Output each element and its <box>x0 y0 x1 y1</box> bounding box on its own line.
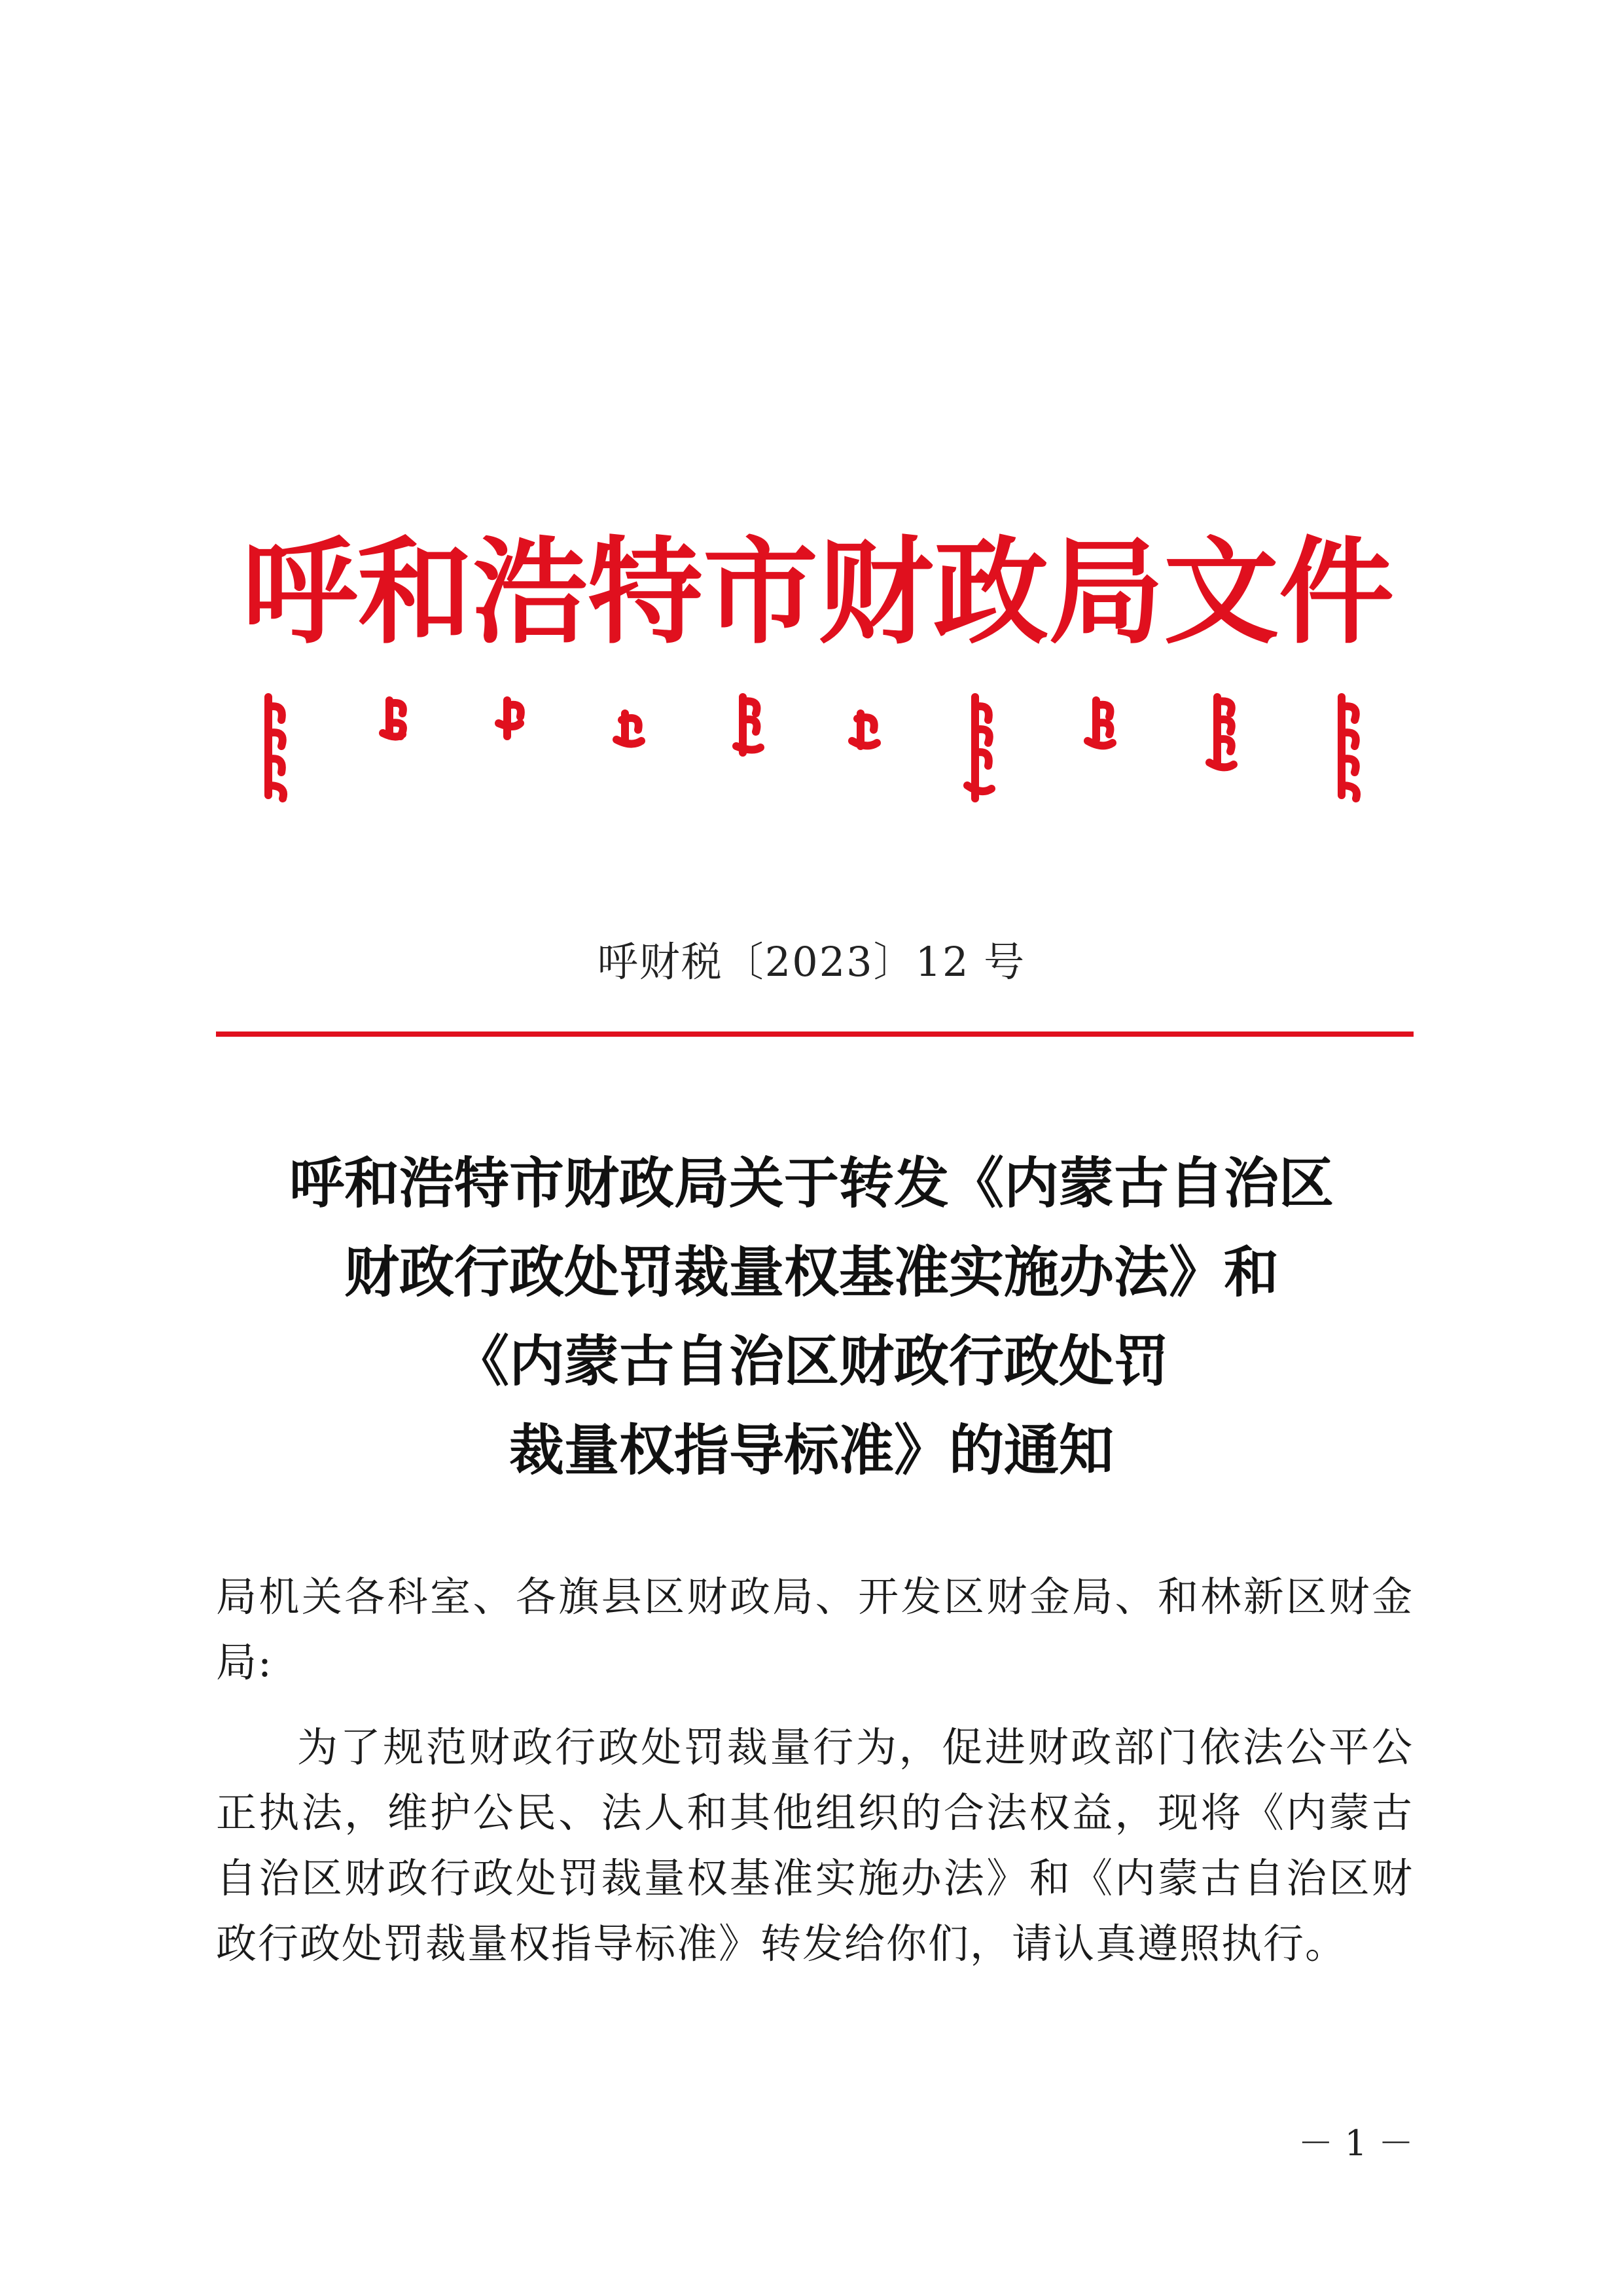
masthead-char: 市 <box>703 524 819 660</box>
recipient-line: 局机关各科室、各旗县区财政局、开发区财金局、和林新区财金局: <box>216 1573 1414 1686</box>
body-paragraph: 为了规范财政行政处罚裁量行为，促进财政部门依法公平公正执法，维护公民、法人和其他组织的合法权益，现将《内蒙古自治区财政行政处罚裁量权基准实施办法》和《内蒙古自治区财政行政处罚裁量权指导标准》转发给你们，请认真遵照执行。 <box>216 1723 1414 1967</box>
title-line: 《内蒙古自治区财政行政处罚 <box>454 1329 1169 1393</box>
masthead-char: 呼 <box>242 524 358 660</box>
masthead-char: 局 <box>1048 524 1164 660</box>
masthead-char: 财 <box>818 524 934 660</box>
masthead-char: 浩 <box>473 524 588 660</box>
document-number: 呼财税〔2023〕12 号 <box>597 938 1026 986</box>
masthead-char: 和 <box>357 524 473 660</box>
masthead-char: 特 <box>588 524 704 660</box>
masthead-char: 政 <box>933 524 1049 660</box>
masthead-title <box>242 524 1394 661</box>
red-divider-line <box>216 1031 1414 1037</box>
page-number: － 1 － <box>1298 2123 1414 2164</box>
title-line: 裁量权指导标准》的通知 <box>508 1418 1114 1482</box>
title-line: 财政行政处罚裁量权基准实施办法》和 <box>344 1240 1279 1304</box>
title-line: 呼和浩特市财政局关于转发《内蒙古自治区 <box>289 1151 1334 1215</box>
mongolian-script-graphic <box>255 687 1374 812</box>
mongolian-masthead <box>255 687 1374 812</box>
masthead-char: 文 <box>1164 524 1279 660</box>
document-title <box>183 1139 1440 1495</box>
masthead-char: 件 <box>1279 524 1395 660</box>
document-body <box>216 1564 1414 1977</box>
